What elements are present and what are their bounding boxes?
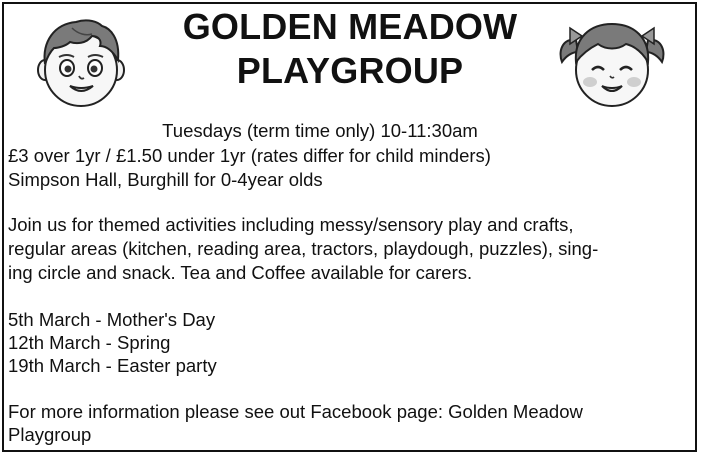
event-line: 19th March - Easter party bbox=[8, 355, 217, 376]
prices-line: £3 over 1yr / £1.50 under 1yr (rates differ for child minders) bbox=[8, 145, 491, 166]
title-line-2: PLAYGROUP bbox=[236, 50, 464, 91]
description-line-2: regular areas (kitchen, reading area, tractors, playdough, puzzles), sing- bbox=[8, 238, 599, 259]
title-line-1: GOLDEN MEADOW bbox=[182, 6, 518, 47]
more-info-line-2: Playgroup bbox=[8, 424, 92, 445]
boy-face-icon bbox=[36, 16, 126, 110]
girl-face-icon bbox=[556, 12, 668, 110]
event-line: 5th March - Mother's Day bbox=[8, 309, 216, 330]
event-line: 12th March - Spring bbox=[8, 332, 171, 353]
more-info-line-1: For more information please see out Facebook page: Golden Meadow bbox=[8, 401, 583, 422]
description-line-1: Join us for themed activities including messy/sensory play and crafts, bbox=[8, 214, 574, 235]
schedule-line: Tuesdays (term time only) 10-11:30am bbox=[162, 120, 478, 141]
location-line: Simpson Hall, Burghill for 0-4year olds bbox=[8, 169, 323, 190]
description-line-3: ing circle and snack. Tea and Coffee available for carers. bbox=[8, 262, 473, 283]
